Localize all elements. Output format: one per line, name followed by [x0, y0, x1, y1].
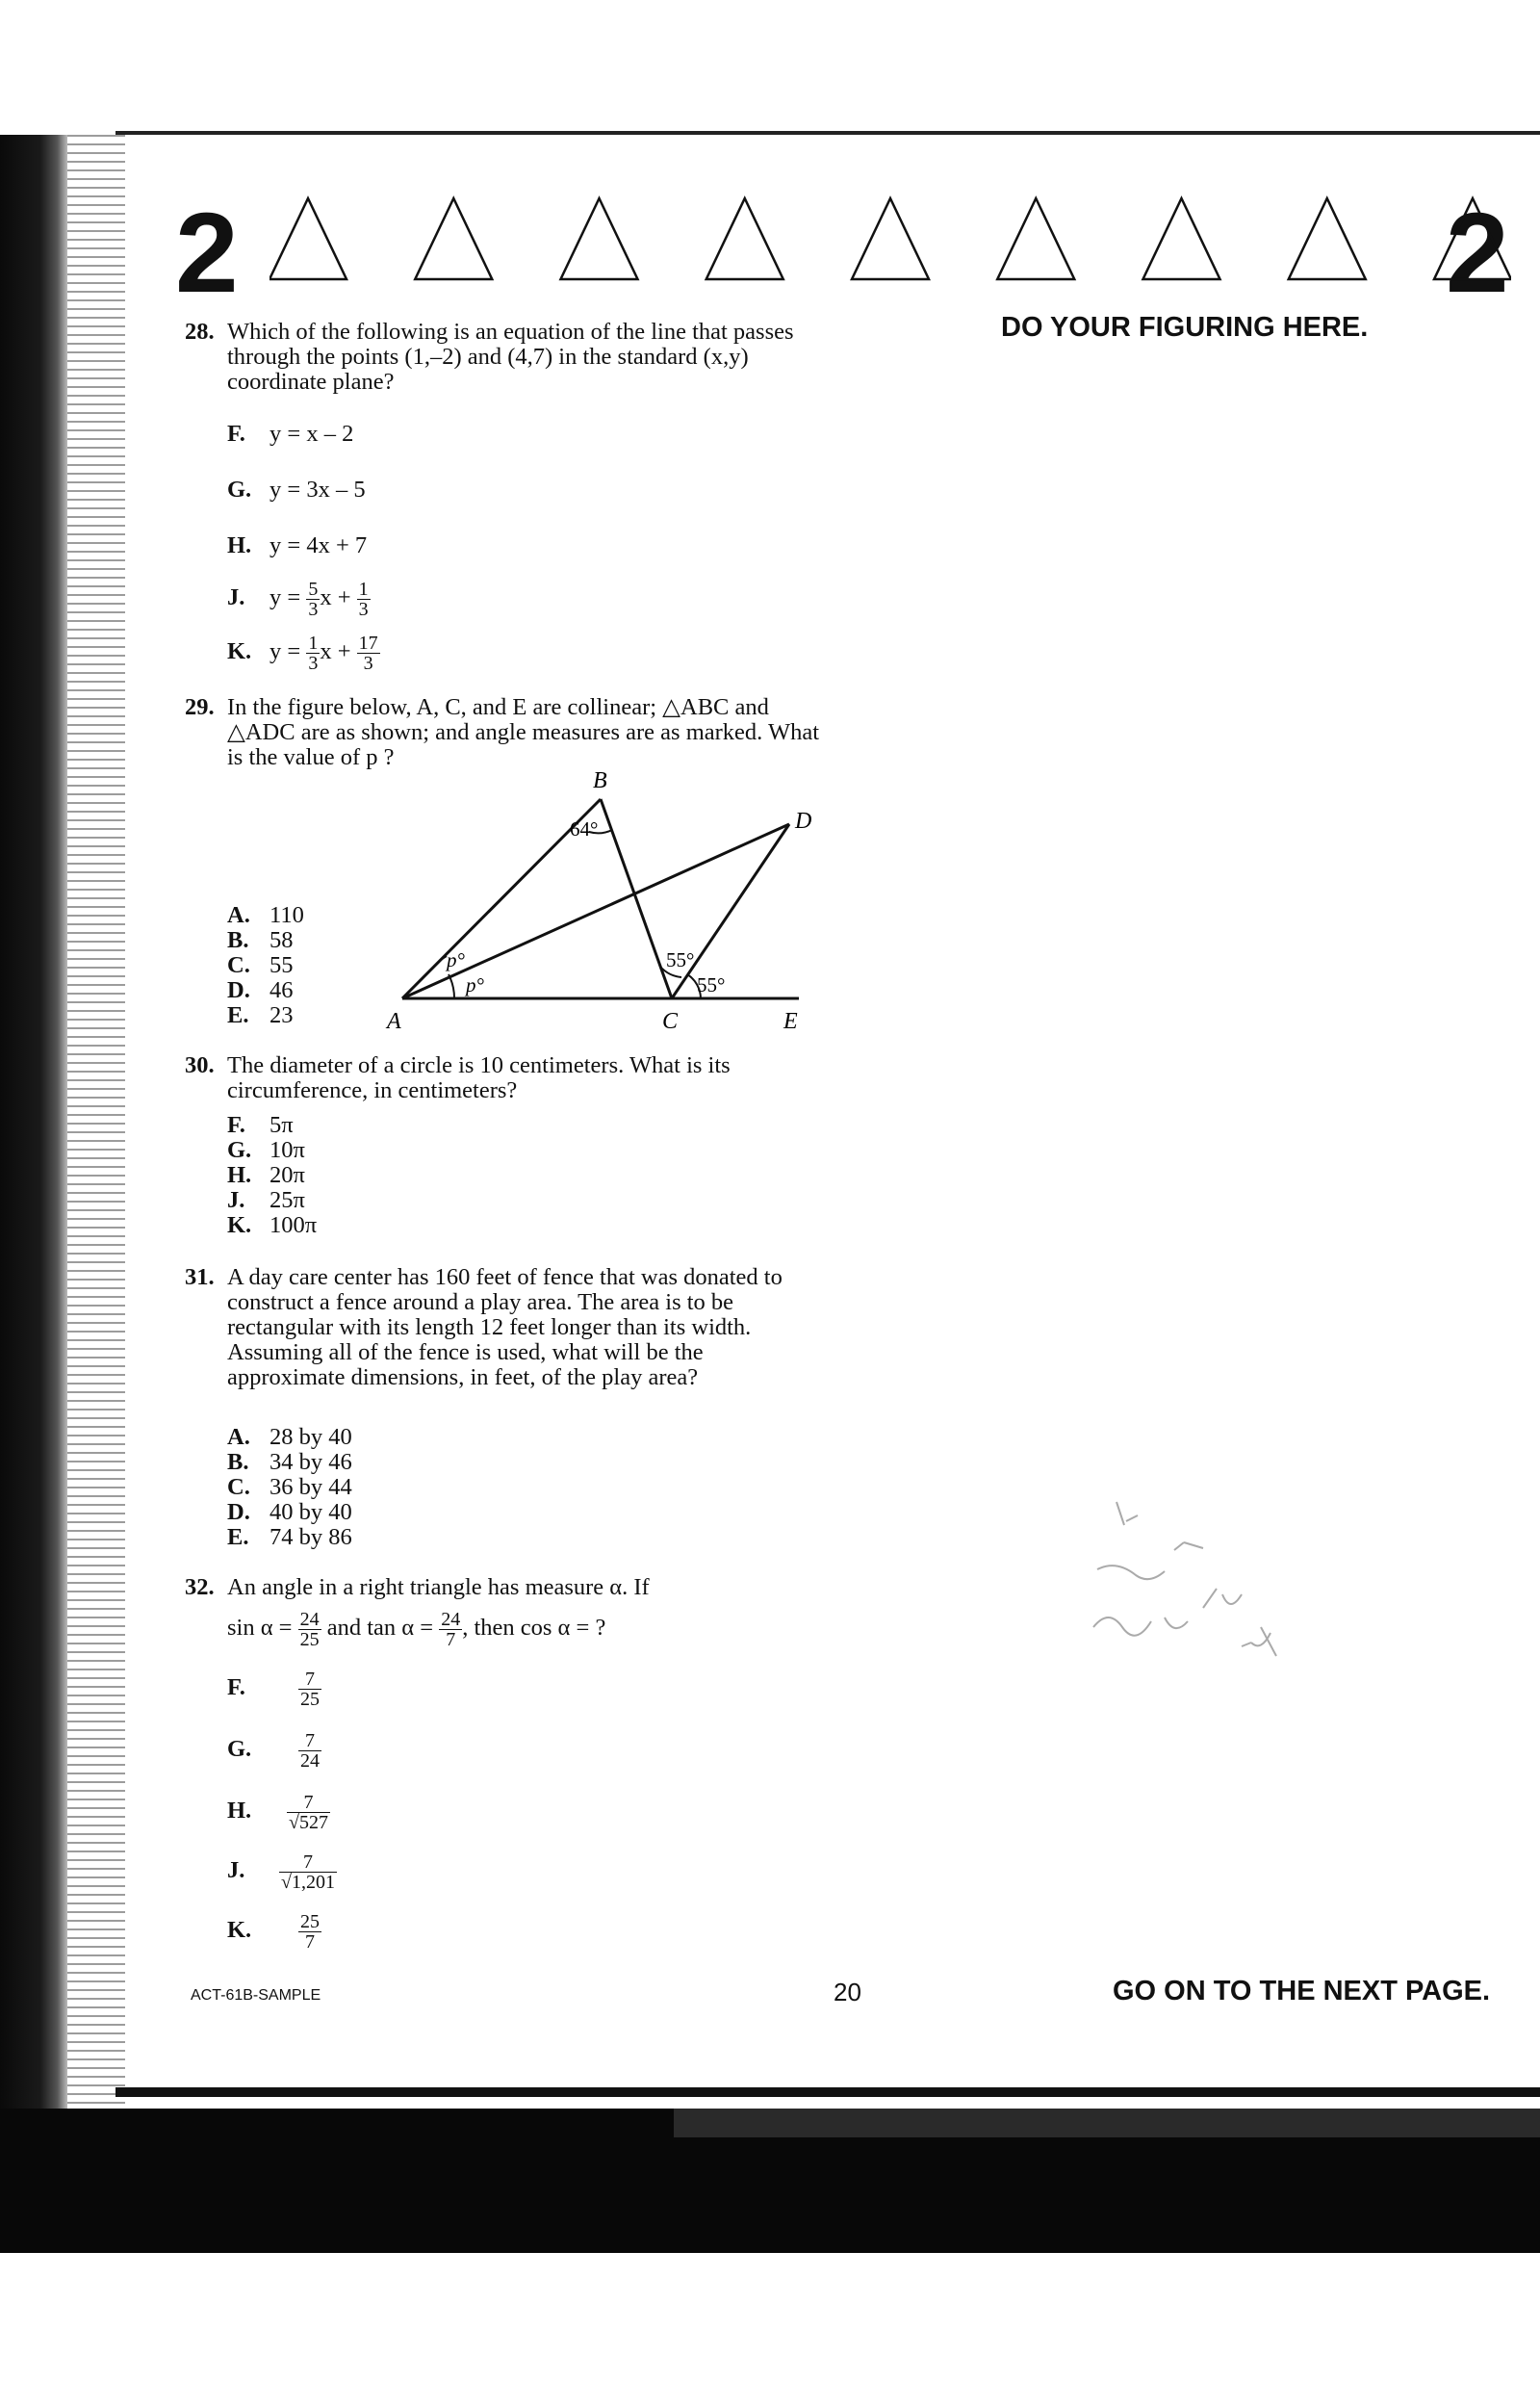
question-30-choice-g[interactable] [227, 1138, 305, 1163]
choice-text: 34 by 46 [270, 1449, 352, 1475]
question-30-choice-j[interactable] [227, 1188, 305, 1213]
question-30-choice-k[interactable] [227, 1213, 317, 1238]
choice-label: G. [227, 1736, 252, 1763]
choice-label: F. [227, 421, 245, 447]
form-code: ACT-61B-SAMPLE [191, 1987, 321, 2004]
choice-label: J. [227, 584, 245, 611]
fraction: $\frac{17}{3}$ [358, 633, 378, 674]
choice-label: H. [227, 532, 252, 558]
choice-label: E. [227, 1524, 249, 1550]
choice-text: y = 3x – 5 [270, 477, 366, 503]
binding-fringe [67, 135, 125, 2118]
label-angle-p2: p° [466, 973, 484, 996]
question-31-choice-e[interactable] [227, 1525, 352, 1550]
choice-label: F. [227, 1674, 245, 1701]
choice-label: J. [227, 1187, 245, 1213]
question-28-choice-g[interactable] [227, 478, 366, 503]
choice-text: 5π [270, 1112, 294, 1138]
question-30-number: 30. [185, 1052, 215, 1078]
choice-label: E. [227, 1002, 249, 1028]
divider-triangle [706, 198, 783, 279]
choice-label: K. [227, 1917, 252, 1944]
question-29-choice-d[interactable] [227, 978, 294, 1003]
choice-label: F. [227, 1112, 245, 1138]
fraction: $\frac{7}{√1,201}$ [281, 1851, 335, 1893]
choice-text: 36 by 44 [270, 1474, 352, 1500]
question-28-choice-k[interactable] [227, 634, 380, 673]
expr-lead: y = [270, 638, 307, 665]
question-31-choice-a[interactable] [227, 1425, 352, 1450]
expr-lead: y = [270, 584, 307, 611]
expr-mid: x + [320, 638, 357, 665]
divider-triangle [561, 198, 638, 279]
fraction: $\frac{25}{7}$ [300, 1911, 320, 1953]
divider-triangle [852, 198, 929, 279]
choice-label: K. [227, 638, 252, 665]
choice-label: C. [227, 952, 250, 978]
question-28-choice-f[interactable] [227, 422, 353, 447]
question-32-choice-g[interactable] [227, 1731, 321, 1771]
choice-label: J. [227, 1857, 245, 1884]
question-29-choice-e[interactable] [227, 1003, 294, 1028]
question-32-number: 32. [185, 1574, 215, 1600]
choice-text: y = 4x + 7 [270, 532, 368, 558]
bottom-scan-rule [116, 2087, 1540, 2097]
choice-label: B. [227, 927, 249, 953]
label-angle-b: 64° [570, 817, 599, 841]
handwritten-scratch-work [1059, 1483, 1309, 1714]
label-angle-p1: p° [447, 948, 465, 971]
choice-text: 110 [270, 902, 304, 928]
go-on-notice: GO ON TO THE NEXT PAGE. [1113, 1976, 1491, 2006]
choice-text: 20π [270, 1162, 305, 1188]
triangle-figure [366, 761, 828, 1040]
bottom-scan-highlight [674, 2109, 1540, 2137]
question-32-given: sin α = $\frac{24}{25}$ and tan α = $\frac{24}{7}$ , then cos α = ? [227, 1609, 606, 1650]
expr-mid: x + [320, 584, 357, 611]
top-scan-rule [116, 131, 1540, 135]
fraction: $\frac{7}{25}$ [300, 1669, 320, 1710]
question-32-choice-f[interactable] [227, 1669, 321, 1709]
choice-text: 58 [270, 927, 294, 953]
question-31-choice-d[interactable] [227, 1500, 352, 1525]
divider-triangle [1143, 198, 1220, 279]
choice-text: 100π [270, 1212, 318, 1238]
choice-label: H. [227, 1162, 252, 1188]
divider-triangle [415, 198, 492, 279]
choice-text: 23 [270, 1002, 294, 1028]
fraction: $\frac{5}{3}$ [308, 579, 319, 620]
fraction: $\frac{7}{24}$ [300, 1730, 320, 1772]
choice-label: D. [227, 977, 250, 1003]
label-angle-c1: 55° [666, 948, 695, 971]
question-31-text: A day care center has 160 feet of fence that was donated to construct a fence around a play area. The area is to be rectangular with its length 12 feet longer than its width. Assuming all of the fence is used, what will be the approximate dimensions, in feet, of the play area? [227, 1264, 783, 1390]
question-30-text: The diameter of a circle is 10 centimeters. What is its circumference, in centimeters? [227, 1052, 731, 1103]
angle-arc-p2 [449, 974, 454, 998]
label-a: A [387, 1009, 401, 1034]
choice-text: 55 [270, 952, 294, 978]
question-29-choice-a[interactable] [227, 903, 304, 928]
question-30-choice-h[interactable] [227, 1163, 305, 1188]
choice-text: 25π [270, 1187, 305, 1213]
question-31-choice-c[interactable] [227, 1475, 352, 1500]
question-29-number: 29. [185, 694, 215, 720]
question-29-choice-b[interactable] [227, 928, 294, 953]
choice-label: G. [227, 1137, 252, 1163]
question-30-choice-f[interactable] [227, 1113, 294, 1138]
question-29-choice-c[interactable] [227, 953, 294, 978]
choice-label: H. [227, 1798, 252, 1825]
fraction: $\frac{24}{7}$ [441, 1609, 461, 1650]
choice-text: y = x – 2 [270, 421, 354, 447]
choice-label: K. [227, 1212, 252, 1238]
fraction: $\frac{7}{√527}$ [289, 1792, 328, 1833]
label-e: E [783, 1009, 798, 1034]
choice-text: 74 by 86 [270, 1524, 352, 1550]
question-32-choice-k[interactable] [227, 1912, 321, 1952]
choice-label: D. [227, 1499, 250, 1525]
divider-triangle [997, 198, 1074, 279]
question-32-choice-h[interactable] [227, 1793, 330, 1832]
divider-triangle [270, 198, 346, 279]
divider-triangle [1289, 198, 1366, 279]
question-31-choice-b[interactable] [227, 1450, 352, 1475]
label-d: D [795, 809, 812, 834]
fraction: $\frac{1}{3}$ [308, 633, 319, 674]
question-32-text: An angle in a right triangle has measure α. If [227, 1574, 650, 1600]
page-number: 20 [834, 1978, 861, 2006]
question-31-number: 31. [185, 1264, 215, 1290]
label-angle-c2: 55° [697, 973, 726, 996]
fraction: $\frac{1}{3}$ [358, 579, 369, 620]
choice-text: 46 [270, 977, 294, 1003]
section-number-left: 2 [175, 190, 239, 317]
triangle-divider-row [270, 191, 1511, 287]
question-28-text: Which of the following is an equation of the line that passes through the points (1,–2) and (4,7) in the standard (x,y) coordinate plane? [227, 319, 794, 395]
section-number-right: 2 [1446, 190, 1509, 317]
choice-text: 40 by 40 [270, 1499, 352, 1525]
label-c: C [662, 1009, 679, 1034]
choice-text: 10π [270, 1137, 305, 1163]
question-28-choice-h[interactable] [227, 533, 367, 558]
choice-label: C. [227, 1474, 250, 1500]
question-28-choice-j[interactable] [227, 580, 371, 619]
label-b: B [593, 768, 607, 793]
choice-label: A. [227, 902, 250, 928]
divider-triangle [1434, 198, 1511, 279]
question-32-choice-j[interactable] [227, 1852, 337, 1892]
fraction: $\frac{24}{25}$ [299, 1609, 320, 1650]
choice-text: 28 by 40 [270, 1424, 352, 1450]
binding-shadow [0, 135, 67, 2118]
choice-label: B. [227, 1449, 249, 1475]
figuring-area-label: DO YOUR FIGURING HERE. [1001, 312, 1369, 343]
question-29-text: In the figure below, A, C, and E are collinear; △ABC and △ADC are as shown; and angle measures are as marked. What is the value of p ? [227, 694, 820, 770]
choice-label: A. [227, 1424, 250, 1450]
choice-label: G. [227, 477, 252, 503]
question-28-number: 28. [185, 319, 215, 345]
